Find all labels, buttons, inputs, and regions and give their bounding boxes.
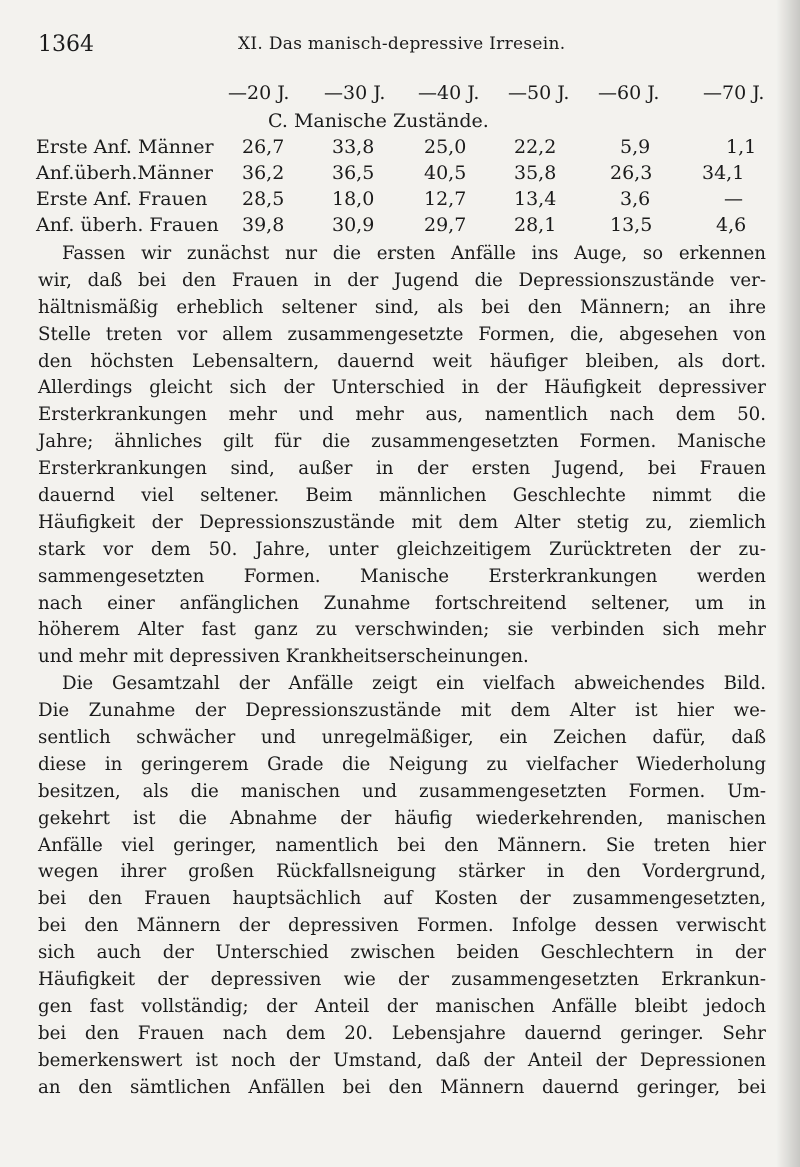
table-section-title: C. Manische Zustände. — [268, 110, 489, 132]
running-head — [38, 32, 764, 62]
table-cell: 26,3 — [610, 162, 653, 184]
text-line: wegen ihrer großen Rückfallsneigung stärker in den Vordergrund, — [38, 861, 766, 883]
table-cell: 33,8 — [332, 136, 375, 158]
table-cell: 36,5 — [332, 162, 375, 184]
text-line: bei den Frauen nach dem 20. Lebensjahre dauernd geringer. Sehr — [38, 1022, 766, 1044]
row-label: Erste Anf. Männer — [36, 136, 214, 158]
table-cell: 3,6 — [620, 188, 651, 210]
text-line: bei den Frauen hauptsächlich auf Kosten der zusammengesetzten, — [38, 888, 766, 910]
text-line: wir, daß bei den Frauen in der Jugend die Depressionszustände ver- — [38, 269, 766, 291]
table-section-row — [36, 110, 766, 136]
text-line: Die Zunahme der Depressionszustände mit dem Alter ist hier we- — [38, 700, 766, 722]
table-cell: 13,4 — [514, 188, 557, 210]
text-line: Ersterkrankungen sind, außer in der ersten Jugend, bei Frauen — [38, 458, 766, 480]
table-cell: 28,5 — [242, 188, 285, 210]
text-line: besitzen, als die manischen und zusammengesetzten Formen. Um- — [38, 780, 766, 802]
text-line: dauernd viel seltener. Beim männlichen Geschlechte nimmt die — [38, 485, 766, 507]
column-header: —50 J. — [508, 82, 570, 104]
table-cell: 26,7 — [242, 136, 285, 158]
text-line: und mehr mit depressiven Krankheitserscheinungen. — [38, 646, 529, 668]
text-line: Ersterkrankungen mehr und mehr aus, namentlich nach dem 50. — [38, 404, 766, 426]
text-line: hältnismäßig erheblich seltener sind, als bei den Männern; an ihre — [38, 296, 766, 318]
table-cell: 4,6 — [716, 214, 747, 236]
table-cell: 18,0 — [332, 188, 375, 210]
text-line: an den sämtlichen Anfällen bei den Männern dauernd geringer, bei — [38, 1076, 766, 1098]
text-line: bemerkenswert ist noch der Umstand, daß der Anteil der Depressionen — [38, 1049, 766, 1071]
text-line: Anfälle viel geringer, namentlich bei den Männern. Sie treten hier — [38, 834, 766, 856]
table-cell: 12,7 — [424, 188, 467, 210]
table-row — [36, 162, 766, 188]
table-cell: 35,8 — [514, 162, 557, 184]
text-line: Fassen wir zunächst nur die ersten Anfälle ins Auge, so erkennen — [62, 243, 766, 264]
column-header: —70 J. — [703, 82, 765, 104]
text-line: Häufigkeit der depressiven wie der zusammengesetzten Erkrankun- — [38, 969, 766, 991]
table-cell: 39,8 — [242, 214, 285, 236]
page-edge-shadow — [776, 0, 800, 1167]
chapter-title: XI. Das manisch-depressive Irresein. — [238, 34, 566, 54]
body-text — [38, 241, 766, 1102]
text-line: höherem Alter fast ganz zu verschwinden; sie verbinden sich mehr — [38, 619, 766, 641]
column-header: —20 J. — [228, 82, 290, 104]
table-row — [36, 188, 766, 214]
text-line: den höchsten Lebensaltern, dauernd weit häufiger bleiben, als dort. — [38, 350, 766, 372]
table-cell: 25,0 — [424, 136, 467, 158]
text-line: nach einer anfänglichen Zunahme fortschreitend seltener, um in — [38, 592, 766, 614]
table-row — [36, 214, 766, 240]
text-line: sentlich schwächer und unregelmäßiger, ein Zeichen dafür, daß — [38, 727, 766, 749]
text-line: Die Gesamtzahl der Anfälle zeigt ein vielfach abweichendes Bild. — [62, 673, 766, 695]
table-row — [36, 136, 766, 162]
table-cell: 5,9 — [620, 136, 651, 158]
text-line: gen fast vollständig; der Anteil der manischen Anfälle bleibt jedoch — [38, 995, 766, 1017]
page-number: 1364 — [38, 32, 94, 57]
text-line: Allerdings gleicht sich der Unterschied in der Häufigkeit depressiver — [38, 377, 766, 399]
column-header: —40 J. — [418, 82, 480, 104]
row-label: Erste Anf. Frauen — [36, 188, 208, 210]
text-line: Häufigkeit der Depressionszustände mit dem Alter stetig zu, ziemlich — [38, 511, 766, 533]
table-cell: 36,2 — [242, 162, 285, 184]
statistics-table — [36, 82, 766, 240]
text-line: sammengesetzten Formen. Manische Ersterkrankungen werden — [38, 565, 766, 587]
table-header-row — [36, 82, 766, 110]
table-cell: — — [724, 188, 743, 210]
table-cell: 34,1 — [702, 162, 745, 184]
table-cell: 1,1 — [726, 136, 757, 158]
text-line: diese in geringerem Grade die Neigung zu vielfacher Wiederholung — [38, 753, 766, 775]
column-header: —30 J. — [324, 82, 386, 104]
table-cell: 29,7 — [424, 214, 467, 236]
text-line: bei den Männern der depressiven Formen. Infolge dessen verwischt — [38, 915, 766, 937]
row-label: Anf.überh.Männer — [36, 162, 213, 184]
table-cell: 22,2 — [514, 136, 557, 158]
table-cell: 13,5 — [610, 214, 653, 236]
text-line: Jahre; ähnliches gilt für die zusammengesetzten Formen. Manische — [38, 431, 766, 453]
table-cell: 40,5 — [424, 162, 467, 184]
text-line: sich auch der Unterschied zwischen beiden Geschlechtern in der — [38, 942, 766, 964]
table-cell: 28,1 — [514, 214, 557, 236]
table-cell: 30,9 — [332, 214, 375, 236]
row-label: Anf. überh. Frauen — [36, 214, 219, 236]
text-line: gekehrt ist die Abnahme der häufig wiederkehrenden, manischen — [38, 807, 766, 829]
column-header: —60 J. — [598, 82, 660, 104]
text-line: Stelle treten vor allem zusammengesetzte Formen, die, abgesehen von — [38, 323, 766, 345]
text-line: stark vor dem 50. Jahre, unter gleichzeitigem Zurücktreten der zu- — [38, 538, 766, 560]
